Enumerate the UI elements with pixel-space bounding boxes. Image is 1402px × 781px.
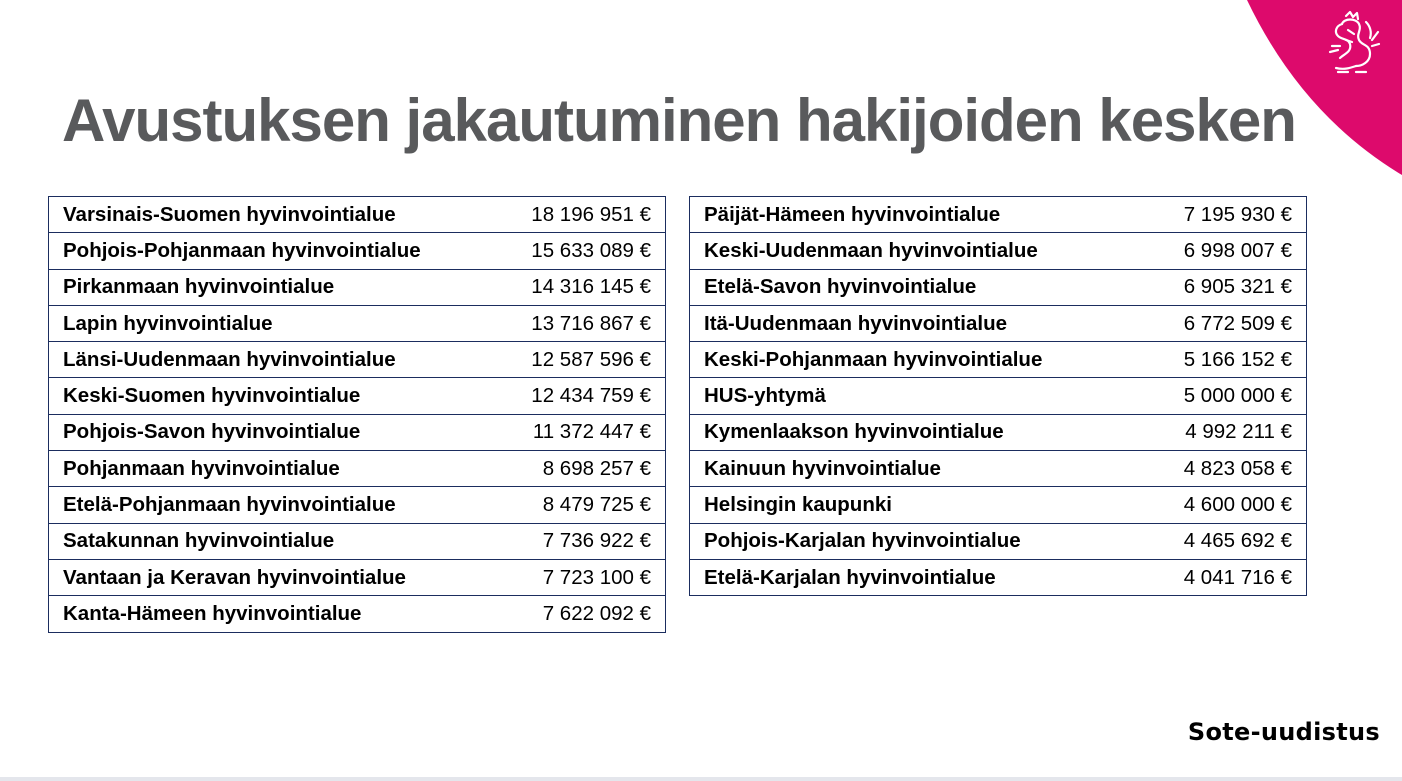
recipient-name: Itä-Uudenmaan hyvinvointialue — [690, 305, 1148, 341]
grant-amount: 15 633 089 € — [502, 233, 666, 269]
table-row — [49, 378, 666, 414]
recipient-name: Satakunnan hyvinvointialue — [49, 523, 502, 559]
recipient-name: Kainuun hyvinvointialue — [690, 451, 1148, 487]
recipient-name: HUS-yhtymä — [690, 378, 1148, 414]
table-row — [49, 269, 666, 305]
table-row — [49, 197, 666, 233]
recipient-name: Keski-Suomen hyvinvointialue — [49, 378, 502, 414]
table-row — [49, 305, 666, 341]
table-row — [49, 487, 666, 523]
table-row — [690, 269, 1307, 305]
grant-amount: 4 041 716 € — [1147, 559, 1306, 595]
recipient-name: Kymenlaakson hyvinvointialue — [690, 414, 1148, 450]
grant-table-right — [689, 196, 1307, 596]
grant-amount: 4 823 058 € — [1147, 451, 1306, 487]
table-row — [49, 414, 666, 450]
grant-amount: 7 723 100 € — [502, 559, 666, 595]
grant-amount: 8 479 725 € — [502, 487, 666, 523]
grant-amount: 11 372 447 € — [502, 414, 666, 450]
recipient-name: Keski-Pohjanmaan hyvinvointialue — [690, 342, 1148, 378]
recipient-name: Pohjois-Pohjanmaan hyvinvointialue — [49, 233, 502, 269]
recipient-name: Kanta-Hämeen hyvinvointialue — [49, 596, 502, 632]
table-row — [690, 523, 1307, 559]
grant-table-left — [48, 196, 666, 633]
recipient-name: Etelä-Savon hyvinvointialue — [690, 269, 1148, 305]
grant-amount: 8 698 257 € — [502, 451, 666, 487]
grant-amount: 7 622 092 € — [502, 596, 666, 632]
slide-title: Avustuksen jakautuminen hakijoiden kesken — [62, 87, 1296, 154]
grant-amount: 6 998 007 € — [1147, 233, 1306, 269]
table-row — [690, 342, 1307, 378]
grant-amount: 12 434 759 € — [502, 378, 666, 414]
recipient-name: Länsi-Uudenmaan hyvinvointialue — [49, 342, 502, 378]
grant-amount: 5 000 000 € — [1147, 378, 1306, 414]
grant-amount: 13 716 867 € — [502, 305, 666, 341]
table-row — [49, 559, 666, 595]
grant-amount: 4 992 211 € — [1147, 414, 1306, 450]
grant-amount: 12 587 596 € — [502, 342, 666, 378]
table-row — [49, 451, 666, 487]
bottom-divider — [0, 777, 1402, 781]
recipient-name: Keski-Uudenmaan hyvinvointialue — [690, 233, 1148, 269]
recipient-name: Pohjois-Savon hyvinvointialue — [49, 414, 502, 450]
grant-amount: 4 600 000 € — [1147, 487, 1306, 523]
recipient-name: Etelä-Karjalan hyvinvointialue — [690, 559, 1148, 595]
grant-amount: 6 772 509 € — [1147, 305, 1306, 341]
recipient-name: Helsingin kaupunki — [690, 487, 1148, 523]
table-row — [690, 414, 1307, 450]
recipient-name: Etelä-Pohjanmaan hyvinvointialue — [49, 487, 502, 523]
grant-amount: 18 196 951 € — [502, 197, 666, 233]
recipient-name: Pohjanmaan hyvinvointialue — [49, 451, 502, 487]
recipient-name: Pirkanmaan hyvinvointialue — [49, 269, 502, 305]
recipient-name: Pohjois-Karjalan hyvinvointialue — [690, 523, 1148, 559]
grant-amount: 6 905 321 € — [1147, 269, 1306, 305]
grant-amount: 7 195 930 € — [1147, 197, 1306, 233]
table-row — [690, 233, 1307, 269]
table-row — [690, 559, 1307, 595]
sote-uudistus-logo: Sote-uudistus — [1187, 718, 1380, 746]
table-row — [690, 378, 1307, 414]
table-row — [690, 487, 1307, 523]
recipient-name: Lapin hyvinvointialue — [49, 305, 502, 341]
table-row — [49, 523, 666, 559]
finnish-lion-crest-icon — [1326, 10, 1382, 76]
grant-amount: 14 316 145 € — [502, 269, 666, 305]
grant-amount: 4 465 692 € — [1147, 523, 1306, 559]
table-row — [49, 596, 666, 632]
table-row — [690, 305, 1307, 341]
table-row — [49, 233, 666, 269]
table-row — [690, 451, 1307, 487]
recipient-name: Vantaan ja Keravan hyvinvointialue — [49, 559, 502, 595]
grant-amount: 7 736 922 € — [502, 523, 666, 559]
table-row — [690, 197, 1307, 233]
table-row — [49, 342, 666, 378]
grant-amount: 5 166 152 € — [1147, 342, 1306, 378]
recipient-name: Päijät-Hämeen hyvinvointialue — [690, 197, 1148, 233]
recipient-name: Varsinais-Suomen hyvinvointialue — [49, 197, 502, 233]
